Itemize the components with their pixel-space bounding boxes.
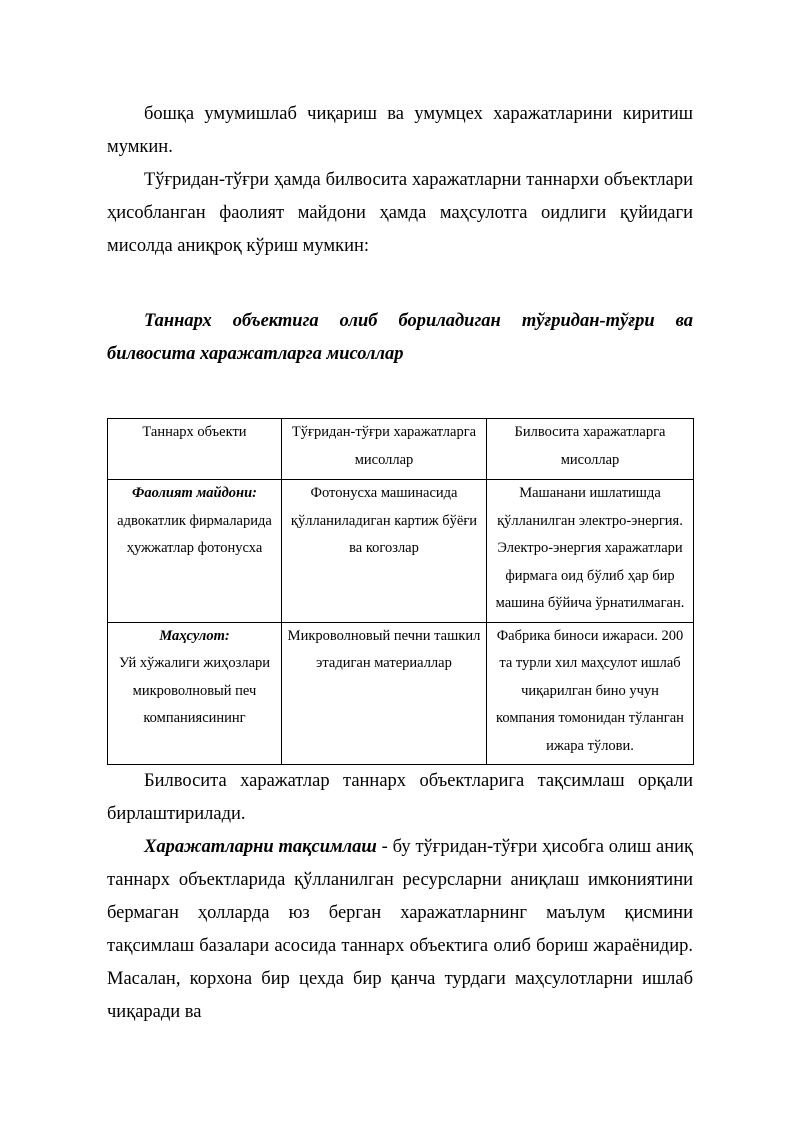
- paragraph-4: [107, 831, 693, 1029]
- table-header-row: [108, 419, 694, 480]
- indirect-cost-cell: Фабрика биноси ижараси. 200 та турли хил маҳсулот ишлаб чиқарилган бино учун компания томонидан тўланган ижара тўлови.: [487, 622, 694, 765]
- cost-allocation-term: Харажатларни тақсимлаш: [144, 837, 377, 857]
- direct-cost-cell: Микроволновый печни ташкил этадиган материаллар: [282, 622, 487, 765]
- paragraph-4-text: - бу тўғридан-тўғри ҳисобга олиш аниқ таннарх объектларида қўлланилган ресурсларни аниқлаш имкониятини бермаган ҳолларда юз берган харажатларнинг маълум қисмини тақсимлаш базалари асосида таннарх объектига олиб бориш жараёнидир. Масалан, корхона бир цехда бир қанча турдаги маҳсулотларни ишлаб чиқаради ва: [107, 837, 693, 1022]
- cost-examples-table: [107, 418, 694, 765]
- paragraph-1: бошқа умумишлаб чиқариш ва умумцех харажатларини киритиш мумкин.: [107, 104, 693, 157]
- cost-object-title: Фаолият майдони:: [132, 485, 257, 501]
- cost-object-text: Уй хўжалиги жиҳозлари микроволновый печ компаниясининг: [118, 655, 271, 726]
- table-row: [108, 480, 694, 623]
- direct-cost-cell: Фотонусха машинасида қўлланиладиган картиж бўёғи ва когозлар: [282, 480, 487, 623]
- cost-object-title: Маҳсулот:: [159, 627, 230, 644]
- header-cost-object: Таннарх объекти: [108, 419, 282, 480]
- table-row: [108, 622, 694, 765]
- cost-object-cell: [108, 622, 282, 765]
- header-indirect-costs: Билвосита харажатларга мисоллар: [487, 419, 694, 480]
- table-caption: Таннарх объектига олиб бориладиган тўғридан-тўғри ва билвосита харажатларга мисоллар: [107, 311, 693, 364]
- document-page: [107, 98, 693, 1029]
- header-direct-costs: Тўғридан-тўғри харажатларга мисоллар: [282, 419, 487, 480]
- indirect-cost-cell: Машанани ишлатишда қўлланилган электро-энергия. Электро-энергия харажатлари фирмага оид бўлиб ҳар бир машина бўйича ўрнатилмаган.: [487, 480, 694, 623]
- cost-object-cell: [108, 480, 282, 623]
- paragraph-2: Тўғридан-тўғри ҳамда билвосита харажатларни таннархи объектлари ҳисобланган фаолият майдони ҳамда маҳсулотга оидлиги қуйидаги мисолда аниқроқ кўриш мумкин:: [107, 170, 693, 256]
- cost-object-text: адвокатлик фирмаларида ҳужжатлар фотонусха: [117, 512, 272, 556]
- paragraph-3: Билвосита харажатлар таннарх объектларига тақсимлаш орқали бирлаштирилади.: [107, 771, 693, 824]
